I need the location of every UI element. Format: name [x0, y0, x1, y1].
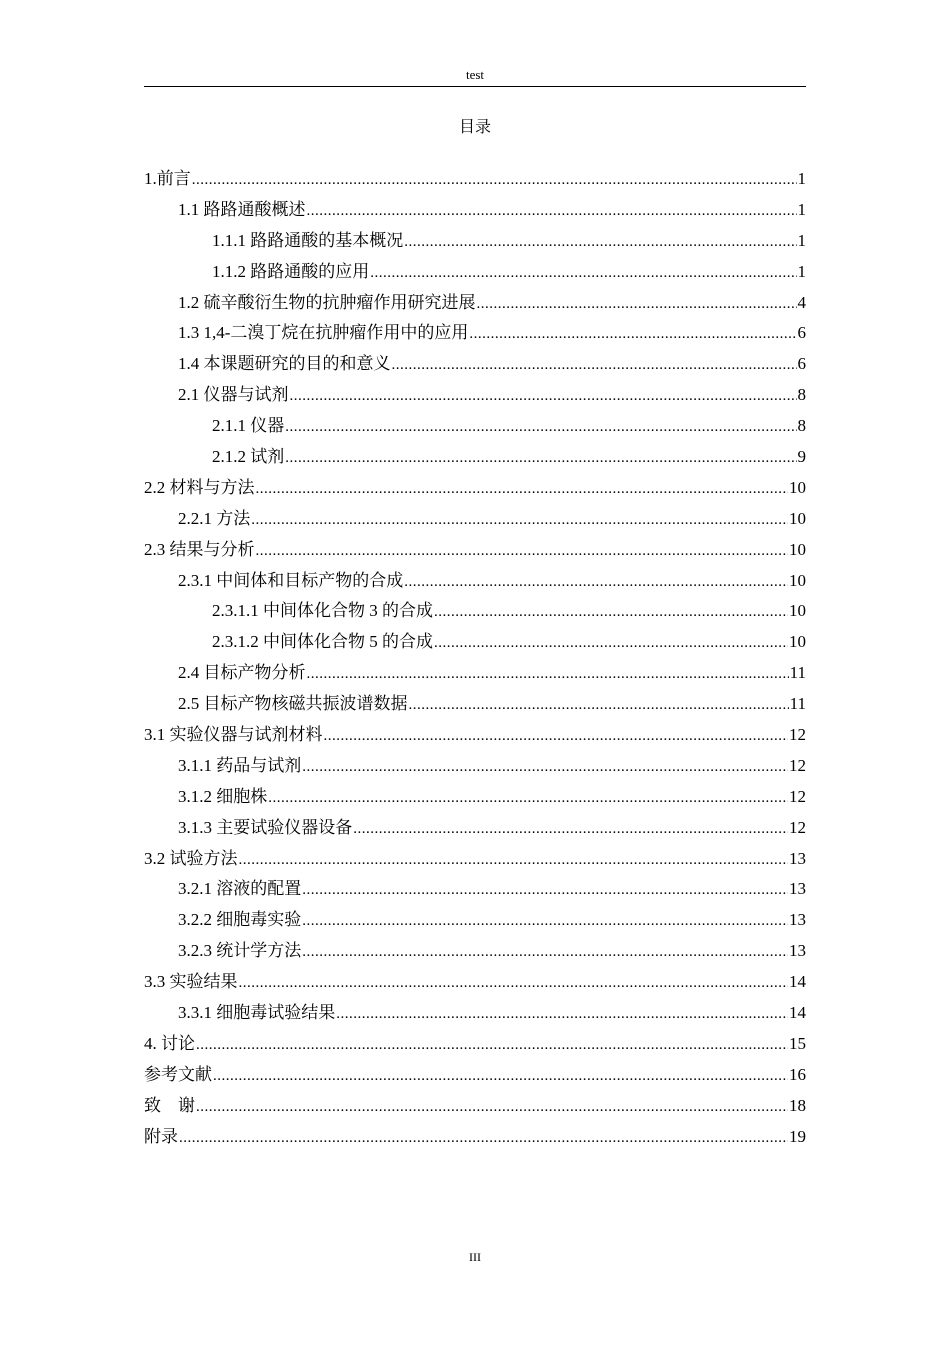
toc-entry-label: 3.2.3 统计学方法 — [178, 941, 302, 961]
toc-leader-dots — [290, 381, 797, 412]
toc-entry-page: 14 — [789, 972, 806, 992]
toc-entry[interactable] — [144, 504, 806, 535]
toc-entry[interactable] — [144, 689, 806, 720]
toc-entry[interactable] — [144, 720, 806, 751]
toc-entry-page: 10 — [789, 539, 806, 559]
toc-leader-dots — [477, 289, 797, 320]
toc-entry-page: 10 — [789, 570, 806, 590]
toc-entry[interactable] — [144, 596, 806, 627]
toc-entry-page: 16 — [789, 1064, 806, 1084]
toc-leader-dots — [239, 968, 789, 999]
toc-entry[interactable] — [144, 751, 806, 782]
toc-leader-dots — [336, 999, 788, 1030]
header-text: test — [465, 67, 485, 82]
toc-entry[interactable] — [144, 566, 806, 597]
toc-title: 目录 — [458, 119, 491, 136]
toc-leader-dots — [285, 412, 796, 443]
toc-entry-page: 10 — [789, 632, 806, 652]
toc-entry[interactable] — [144, 1029, 806, 1060]
toc-entry-label: 4. 讨论 — [144, 1033, 195, 1053]
toc-leader-dots — [285, 443, 796, 474]
toc-entry-label: 3.3 实验结果 — [144, 972, 238, 992]
toc-entry-label: 2.3 结果与分析 — [144, 539, 255, 559]
toc-leader-dots — [256, 536, 789, 567]
toc-leader-dots — [302, 906, 788, 937]
toc-entry-label: 3.2.1 溶液的配置 — [178, 879, 302, 899]
toc-entry-label: 1.1.1 路路通酸的基本概况 — [212, 230, 404, 250]
toc-entry-page: 1 — [797, 169, 806, 188]
toc-leader-dots — [302, 875, 788, 906]
toc-leader-dots — [392, 350, 797, 381]
toc-entry[interactable] — [144, 936, 806, 967]
toc-entry-label: 2.3.1.2 中间体化合物 5 的合成 — [212, 632, 433, 652]
toc-entry[interactable] — [144, 349, 806, 380]
toc-entry-label: 3.2 试验方法 — [144, 848, 238, 868]
toc-entry-page: 6 — [797, 323, 806, 343]
toc-entry[interactable] — [144, 535, 806, 566]
toc-entry[interactable] — [144, 627, 806, 658]
toc-entry[interactable] — [144, 411, 806, 442]
page-footer — [144, 1248, 806, 1266]
page-number: III — [469, 1250, 481, 1264]
toc-entry-label: 2.2.1 方法 — [178, 508, 251, 528]
toc-entry[interactable] — [144, 195, 806, 226]
toc-entry-label: 2.5 目标产物核磁共振波谱数据 — [178, 694, 408, 714]
toc-entry-page: 4 — [797, 292, 806, 312]
toc-leader-dots — [324, 721, 789, 752]
toc-entry-page: 10 — [789, 477, 806, 497]
toc-entry[interactable] — [144, 1091, 806, 1122]
toc-entry-page: 12 — [789, 817, 806, 837]
toc-entry-page: 8 — [797, 416, 806, 436]
toc-entry-label: 3.1.1 药品与试剂 — [178, 755, 302, 775]
page-header — [144, 64, 806, 87]
toc-leader-dots — [196, 1092, 788, 1123]
toc-entry-page: 18 — [789, 1095, 806, 1115]
toc-entry-page: 13 — [789, 848, 806, 868]
toc-entry-label: 致 谢 — [144, 1095, 195, 1115]
toc-entry[interactable] — [144, 257, 806, 288]
toc-entry-label: 3.3.1 细胞毒试验结果 — [178, 1003, 336, 1023]
toc-leader-dots — [192, 165, 797, 196]
toc-entry[interactable] — [144, 380, 806, 411]
toc-entry-page: 12 — [789, 755, 806, 775]
toc-entry-page: 13 — [789, 879, 806, 899]
toc-entry-page: 14 — [789, 1003, 806, 1023]
toc-entry-page: 6 — [797, 354, 806, 374]
toc-entry-page: 10 — [789, 508, 806, 528]
toc-entry[interactable] — [144, 905, 806, 936]
toc-entry-label: 参考文献 — [144, 1064, 212, 1084]
toc-leader-dots — [196, 1030, 788, 1061]
toc-entry-label: 1.2 硫辛酸衍生物的抗肿瘤作用研究进展 — [178, 292, 476, 312]
toc-entry-label: 1.1 路路通酸概述 — [178, 199, 306, 219]
toc-entry-page: 15 — [789, 1033, 806, 1053]
toc-entry[interactable] — [144, 782, 806, 813]
toc-entry-page: 1 — [797, 261, 806, 281]
toc-entry[interactable] — [144, 658, 806, 689]
toc-entry-page: 12 — [789, 725, 806, 745]
toc-leader-dots — [307, 196, 797, 227]
toc-leader-dots — [469, 319, 796, 350]
toc-entry-page: 13 — [789, 910, 806, 930]
toc-leader-dots — [370, 258, 796, 289]
toc-entry-label: 3.2.2 细胞毒实验 — [178, 910, 302, 930]
toc-entry-label: 2.2 材料与方法 — [144, 477, 255, 497]
toc-entry[interactable] — [144, 998, 806, 1029]
toc-entry[interactable] — [144, 1060, 806, 1091]
toc-leader-dots — [434, 597, 788, 628]
toc-entry-page: 9 — [797, 447, 806, 467]
toc-entry[interactable] — [144, 288, 806, 319]
toc-leader-dots — [404, 567, 788, 598]
toc-entry-label: 3.1 实验仪器与试剂材料 — [144, 725, 323, 745]
toc-entry-page: 19 — [789, 1126, 806, 1146]
toc-entry-page: 10 — [789, 601, 806, 621]
toc-entry[interactable] — [144, 874, 806, 905]
toc-entry-label: 2.3.1.1 中间体化合物 3 的合成 — [212, 601, 433, 621]
toc-leader-dots — [404, 227, 796, 258]
table-of-contents — [144, 164, 806, 1153]
toc-entry[interactable] — [144, 967, 806, 998]
toc-leader-dots — [268, 783, 788, 814]
toc-entry-label: 2.4 目标产物分析 — [178, 663, 306, 683]
toc-entry-page: 1 — [797, 230, 806, 250]
toc-entry-label: 1.4 本课题研究的目的和意义 — [178, 354, 391, 374]
toc-entry-page: 12 — [789, 786, 806, 806]
toc-entry-label: 2.1 仪器与试剂 — [178, 385, 289, 405]
toc-entry-page: 13 — [789, 941, 806, 961]
toc-leader-dots — [256, 474, 789, 505]
toc-entry-label: 1.1.2 路路通酸的应用 — [212, 261, 370, 281]
toc-entry-label: 3.1.3 主要试验仪器设备 — [178, 817, 353, 837]
toc-leader-dots — [239, 845, 789, 876]
toc-entry-page: 11 — [789, 694, 806, 714]
toc-leader-dots — [302, 752, 788, 783]
toc-leader-dots — [434, 628, 788, 659]
toc-leader-dots — [307, 659, 789, 690]
toc-entry[interactable] — [144, 844, 806, 875]
toc-entry[interactable] — [144, 442, 806, 473]
toc-entry[interactable] — [144, 164, 806, 195]
toc-leader-dots — [251, 505, 788, 536]
toc-entry-page: 8 — [797, 385, 806, 405]
toc-entry[interactable] — [144, 226, 806, 257]
toc-entry[interactable] — [144, 318, 806, 349]
toc-entry[interactable] — [144, 473, 806, 504]
toc-entry-label: 2.3.1 中间体和目标产物的合成 — [178, 570, 404, 590]
toc-entry-page: 11 — [789, 663, 806, 683]
toc-entry-label: 附录 — [144, 1126, 178, 1146]
toc-entry-page: 1 — [797, 199, 806, 219]
toc-entry-label: 3.1.2 细胞株 — [178, 786, 268, 806]
toc-entry-label: 2.1.2 试剂 — [212, 447, 285, 467]
toc-entry-label: 2.1.1 仪器 — [212, 416, 285, 436]
toc-entry-label: 1.前言 — [144, 169, 191, 188]
toc-leader-dots — [179, 1123, 788, 1154]
toc-entry[interactable] — [144, 813, 806, 844]
toc-leader-dots — [213, 1061, 788, 1092]
toc-entry[interactable] — [144, 1122, 806, 1153]
toc-entry-label: 1.3 1,4-二溴丁烷在抗肿瘤作用中的应用 — [178, 323, 469, 343]
toc-leader-dots — [353, 814, 788, 845]
toc-leader-dots — [409, 690, 789, 721]
toc-leader-dots — [302, 937, 788, 968]
